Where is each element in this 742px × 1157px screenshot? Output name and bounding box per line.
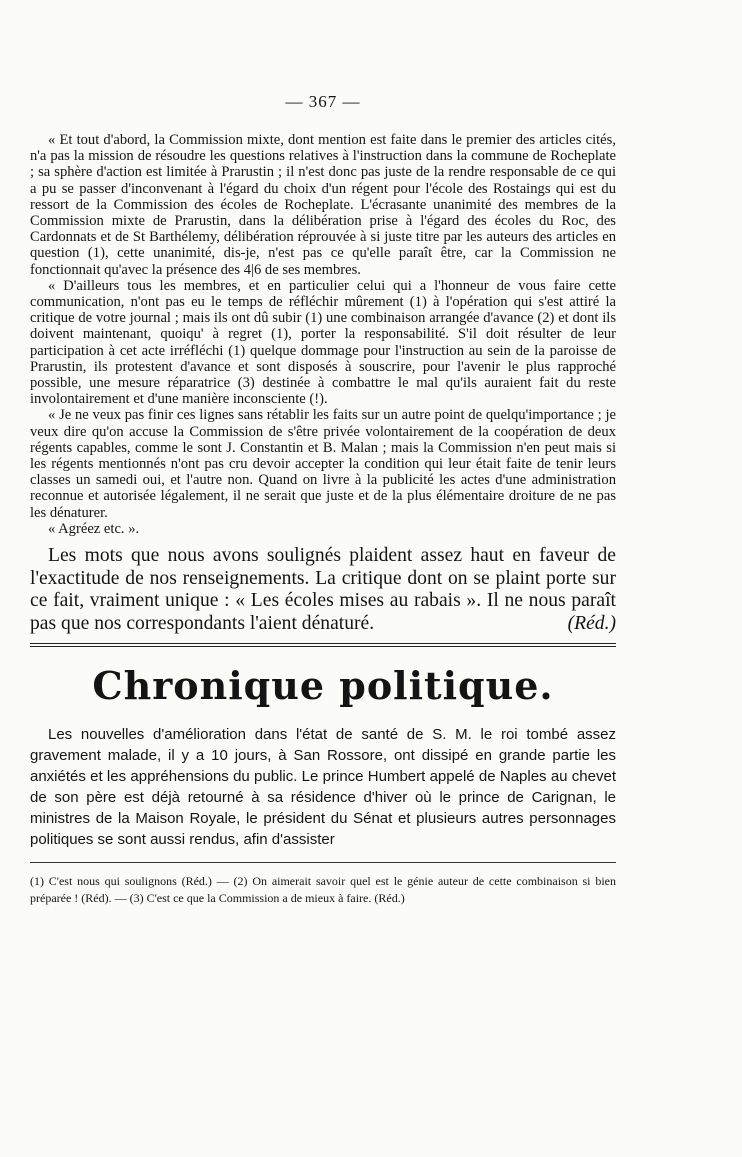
section-title: Chronique politique. xyxy=(92,663,554,709)
letter-paragraph-3: « Je ne veux pas finir ces lignes sans rétablir les faits sur un autre point de quelqu'importance ; je veux dire qu'on accuse la Commission de s'être privée volontairement de la coopération de deux régents capables, comme le sont J. Constantin et B. Malan ; mais la Commission n'en peut mais si les régents mentionnés n'ont pas cru devoir accepter la condition qui leur était faite de tenir leurs classes un samedi oui, et l'autre non. Quand on livre à la publicité les actes d'une administration reconnue et autorisée légalement, il ne serait que juste et de la plus élémentaire droiture de ne pas les dénaturer. xyxy=(30,407,616,521)
footnote: (1) C'est nous qui soulignons (Réd.) — (2) On aimerait savoir quel est le génie auteur de cette combinaison si bien préparée ! (Réd). — (3) C'est ce que la Commission a de mieux à faire. (Réd.) xyxy=(30,874,616,906)
letter-paragraph-1: « Et tout d'abord, la Commission mixte, dont mention est faite dans le premier des articles cités, n'a pas la mission de résoudre les questions relatives à l'instruction dans la commune de Rocheplate ; sa sphère d'action est limitée à Prarustin ; il n'est donc pas juste de la rendre responsable de ce qui a pu se passer d'inconvenant à l'égard du choix d'un régent pour l'école des Rostaings qui est du ressort de la Commission des écoles de Rocheplate. L'écrasante unanimité des membres de la Commission mixte de Prarustin, dans la délibération prise à l'égard des écoles du Roc, des Cardonnats et de St Barthélemy, délibération réprouvée à si juste titre par les auteurs des articles en question (1), cette unanimité, dis-je, n'est pas ce qu'elle paraît être, car la Commission ne fonctionnait qu'avec la présence des 4|6 de ses membres. xyxy=(30,132,616,278)
page-number: — 367 — xyxy=(285,92,361,111)
editorial-text: Les mots que nous avons soulignés plaident assez haut en faveur de l'exactitude de nos renseignements. La critique dont on se plaint porte sur ce fait, vraiment unique : « Les écoles mises au rabais ». Il ne nous paraît pas que nos correspondants l'aient dénaturé. xyxy=(30,545,616,634)
letter-paragraph-2: « D'ailleurs tous les membres, et en particulier celui qui a l'honneur de vous faire cette communication, n'ont pas eu le temps de réfléchir mûrement (1) à l'opération qui s'est attiré la critique de votre journal ; mais ils ont dû subir (1) une combinaison arrangée d'avance (2) et dont ils doivent maintenant, quoiqu' à regret (1), porter la responsabilité. S'il doit résulter de leur participation à cet acte irréfléchi (1) quelque dommage pour l'instruction au sein de la paroisse de Prarustin, ils protestent d'avance et sont disposés à souscrire, pour l'avenir le plus rapproché possible, une mesure réparatrice (3) destinée à combattre le mal qu'ils auraient fait du reste involontairement et d'une manière inconsciente (!). xyxy=(30,277,616,408)
letter-closing: « Agréez etc. ». xyxy=(48,520,140,537)
footnote-rule xyxy=(30,862,616,863)
editorial-comment xyxy=(30,545,616,635)
double-rule xyxy=(30,643,616,647)
section-body: Les nouvelles d'amélioration dans l'état de santé de S. M. le roi tombé assez gravement malade, il y a 10 jours, à San Rossore, ont dissipé en grande partie les anxiétés et les appréhensions du public. Le prince Humbert appelé de Naples au chevet de son père est déjà retourné à sa résidence d'hiver où le prince de Carignan, le ministres de la Maison Royale, le président du Sénat et plusieurs autres personnages politiques se sont aussi rendus, afin d'assister xyxy=(30,726,616,849)
editorial-signature: (Réd.) xyxy=(567,612,616,634)
document-page xyxy=(30,92,616,907)
quoted-letter xyxy=(30,132,616,537)
